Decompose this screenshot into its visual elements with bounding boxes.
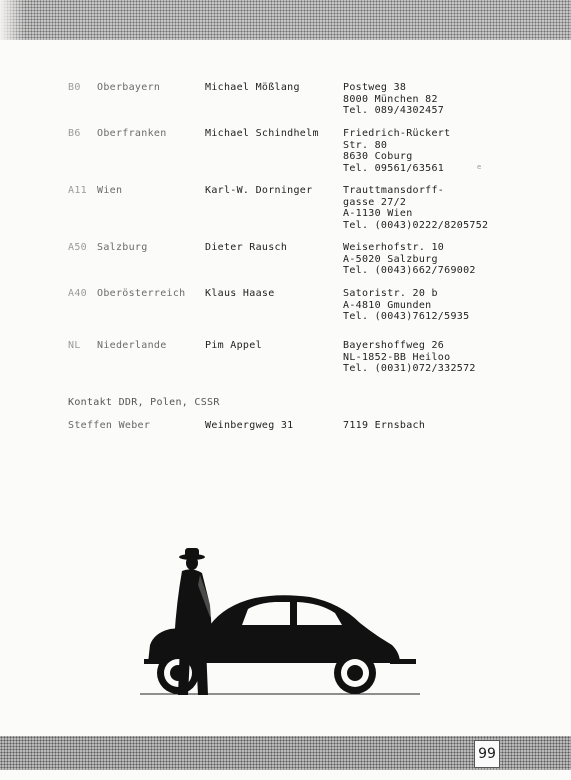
address-line: 8000 München 82 [343, 93, 438, 105]
man-hat [185, 548, 199, 557]
address-line: Str. 80 [343, 139, 388, 151]
stray-mark: e [477, 163, 482, 171]
address-line: Weiserhofstr. 10 [343, 242, 445, 253]
contact-name: Dieter Rausch [205, 242, 288, 253]
region-name: Oberösterreich [97, 288, 186, 299]
region-name: Niederlande [97, 340, 167, 351]
contact-name: Steffen Weber [68, 420, 151, 431]
contact-address [343, 288, 469, 323]
region-code: B6 [68, 128, 81, 139]
contact-address [343, 242, 476, 277]
region-code: A50 [68, 242, 87, 253]
region-name: Oberbayern [97, 82, 161, 93]
address-line: Friedrich-Rückert [343, 128, 451, 139]
top-halftone-band [0, 0, 571, 40]
address-line: Tel. 09561/63561 [343, 162, 445, 174]
contact-name: Klaus Haase [205, 288, 275, 299]
page-number: 99 [474, 740, 500, 768]
contact-name: Pim Appel [205, 340, 262, 351]
region-code: NL [68, 340, 81, 351]
address-line: Tel. (0031)072/332572 [343, 363, 476, 374]
address-line: 8630 Coburg [343, 151, 413, 162]
rear-bumper [390, 659, 416, 664]
address-line: Bayershoffweg 26 [343, 340, 445, 351]
address-line: NL-1852-BB Heiloo [343, 351, 451, 363]
address-line: A-5020 Salzburg [343, 253, 438, 265]
address-line: gasse 27/2 [343, 196, 407, 208]
contact-street: Weinbergweg 31 [205, 420, 294, 431]
contact-name: Michael Schindhelm [205, 128, 319, 139]
contact-address [343, 128, 450, 174]
region-code: A40 [68, 288, 87, 299]
region-code: B0 [68, 82, 81, 93]
contact-name: Karl-W. Dorninger [205, 185, 313, 196]
address-line: A-1130 Wien [343, 208, 413, 219]
address-line: Trauttmansdorff- [343, 185, 445, 196]
address-line: Postweg 38 [343, 82, 407, 93]
region-code: A11 [68, 185, 87, 196]
region-name: Oberfranken [97, 128, 167, 139]
address-line: A-4810 Gmunden [343, 299, 432, 311]
address-line: Satoristr. 20 b [343, 288, 438, 299]
contact-address [343, 340, 476, 375]
address-line: Tel. (0043)0222/8205752 [343, 219, 489, 231]
contact-name: Michael Mößlang [205, 82, 300, 93]
region-name: Wien [97, 185, 123, 196]
beetle-and-man-illustration [130, 545, 430, 705]
contact-address [343, 82, 444, 117]
address-line: Tel. 089/4302457 [343, 105, 445, 116]
region-name: Salzburg [97, 242, 148, 253]
address-line: Tel. (0043)7612/5935 [343, 311, 470, 322]
contact-address [343, 185, 488, 231]
address-line: Tel. (0043)662/769002 [343, 265, 476, 276]
contact-section-heading: Kontakt DDR, Polen, CSSR [68, 397, 220, 408]
man-head [186, 556, 198, 570]
contact-city: 7119 Ernsbach [343, 420, 426, 431]
